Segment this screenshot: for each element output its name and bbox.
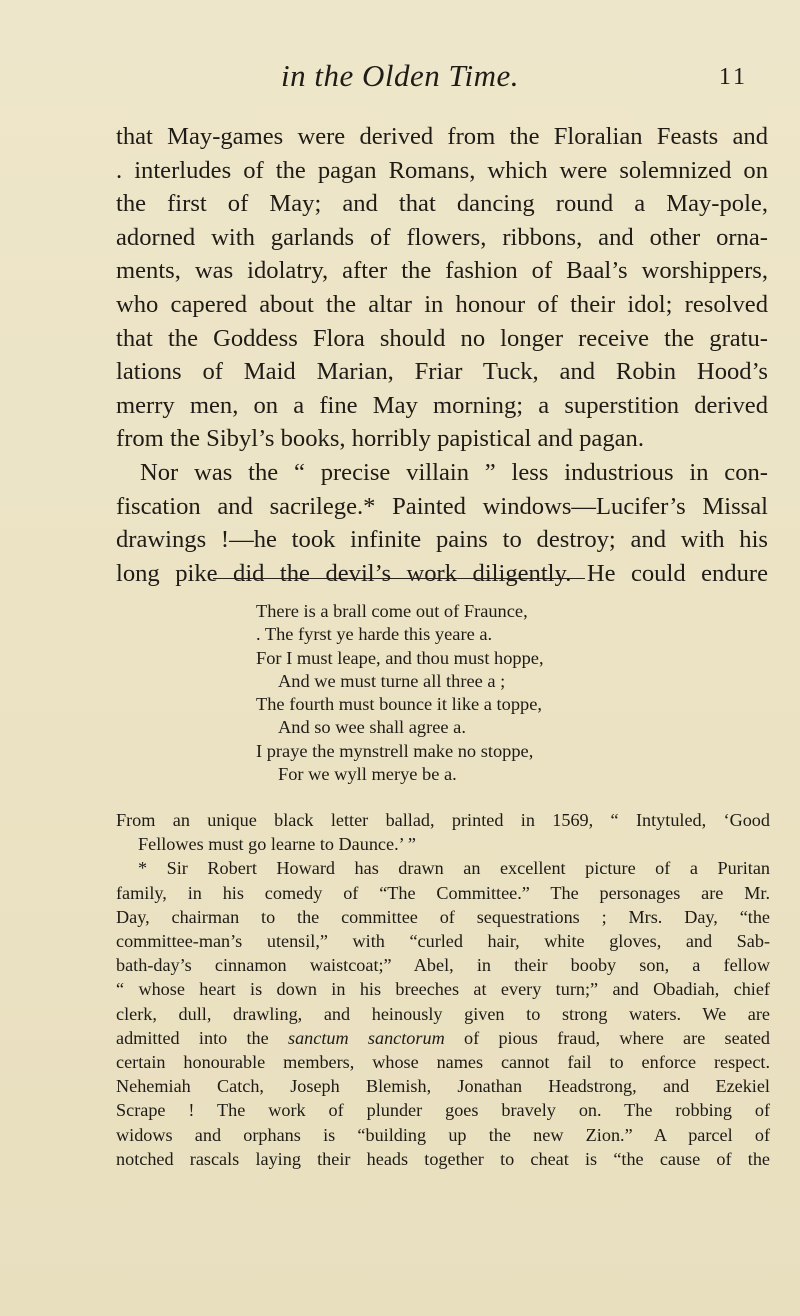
sanctum-before: admitted into the xyxy=(116,1027,289,1048)
verse-line: For we wyll merye be a. xyxy=(278,764,457,785)
verse-line: For I must leape, and thou must hoppe, xyxy=(256,647,544,668)
footnote-line: bath-day’s cinnamon waistcoat;” Abel, in their booby son, a fellow xyxy=(116,955,770,976)
footnote-line: certain honourable members, whose names cannot fail to enforce respect. xyxy=(116,1052,770,1073)
footnote-line: notched rascals laying their heads together to cheat is “the cause of the xyxy=(116,1148,770,1169)
verse-line: I praye the mynstrell make no stoppe, xyxy=(256,740,534,761)
main-text xyxy=(116,120,768,590)
footnote-divider xyxy=(213,578,585,579)
text-line: Nor was the “ precise villain ” less industrious in con- xyxy=(140,458,768,486)
text-line: from the Sibyl’s books, horribly papistical and pagan. xyxy=(116,425,644,453)
footnote-line: committee-man’s utensil,” with “curled hair, white gloves, and Sab- xyxy=(116,931,770,952)
verse-line: And we must turne all three a ; xyxy=(278,670,506,691)
sanctum-after: of pious fraud, where are seated xyxy=(444,1027,770,1048)
footnote-line: “ whose heart is down in his breeches at every turn;” and Obadiah, chief xyxy=(116,979,770,1000)
verse-line: . The fyrst ye harde this yeare a. xyxy=(256,624,493,645)
footnote-line: Nehemiah Catch, Joseph Blemish, Jonathan Headstrong, and Ezekiel xyxy=(116,1076,770,1097)
verse-line: The fourth must bounce it like a toppe, xyxy=(256,694,543,715)
footnote-line: widows and orphans is “building up the new Zion.” A parcel of xyxy=(116,1124,770,1145)
text-line: . interludes of the pagan Romans, which were solemnized on xyxy=(116,156,768,184)
text-line: long pike did the devil’s work diligently. He could endure xyxy=(116,559,768,587)
footnote-line: clerk, dull, drawling, and heinously given to strong waters. We are xyxy=(116,1003,770,1024)
text-line: who capered about the altar in honour of their idol; resolved xyxy=(116,290,768,318)
footnote-line: Scrape ! The work of plunder goes bravely on. The robbing of xyxy=(116,1100,770,1121)
source-line: From an unique black letter ballad, printed in 1569, “ Intytuled, ‘Good xyxy=(116,810,770,830)
footnote-line-sanctum xyxy=(116,1026,770,1050)
verse-line: And so wee shall agree a. xyxy=(278,717,466,738)
ballad-verse xyxy=(256,600,544,786)
page-number: 11 xyxy=(718,64,748,90)
text-line: ments, was idolatry, after the fashion of Baal’s worshippers, xyxy=(116,257,768,285)
text-line: drawings !—he took infinite pains to destroy; and with his xyxy=(116,526,768,554)
page-header xyxy=(0,58,800,98)
running-title: in the Olden Time. xyxy=(280,58,520,93)
text-line: adorned with garlands of flowers, ribbons, and other orna- xyxy=(116,223,768,251)
sanctum-italic: sanctum sanctorum xyxy=(288,1027,445,1048)
footnotes xyxy=(116,808,770,1171)
text-line: that May-games were derived from the Floralian Feasts and xyxy=(116,123,768,150)
source-line: Fellowes must go learne to Daunce.’ ” xyxy=(138,834,416,855)
footnote-line: family, in his comedy of “The Committee.” The personages are Mr. xyxy=(116,882,770,903)
text-line: the first of May; and that dancing round a May-pole, xyxy=(116,190,768,218)
text-line: merry men, on a fine May morning; a superstition derived xyxy=(116,391,768,419)
text-line: that the Goddess Flora should no longer receive the gratu- xyxy=(116,324,768,352)
footnote-line: Day, chairman to the committee of sequestrations ; Mrs. Day, “the xyxy=(116,906,770,927)
text-line: lations of Maid Marian, Friar Tuck, and Robin Hood’s xyxy=(116,358,768,386)
footnote-line: * Sir Robert Howard has drawn an excellent picture of a Puritan xyxy=(138,858,770,879)
verse-line: There is a brall come out of Fraunce, xyxy=(256,601,528,621)
text-line: fiscation and sacrilege.* Painted windows—Lucifer’s Missal xyxy=(116,492,768,520)
